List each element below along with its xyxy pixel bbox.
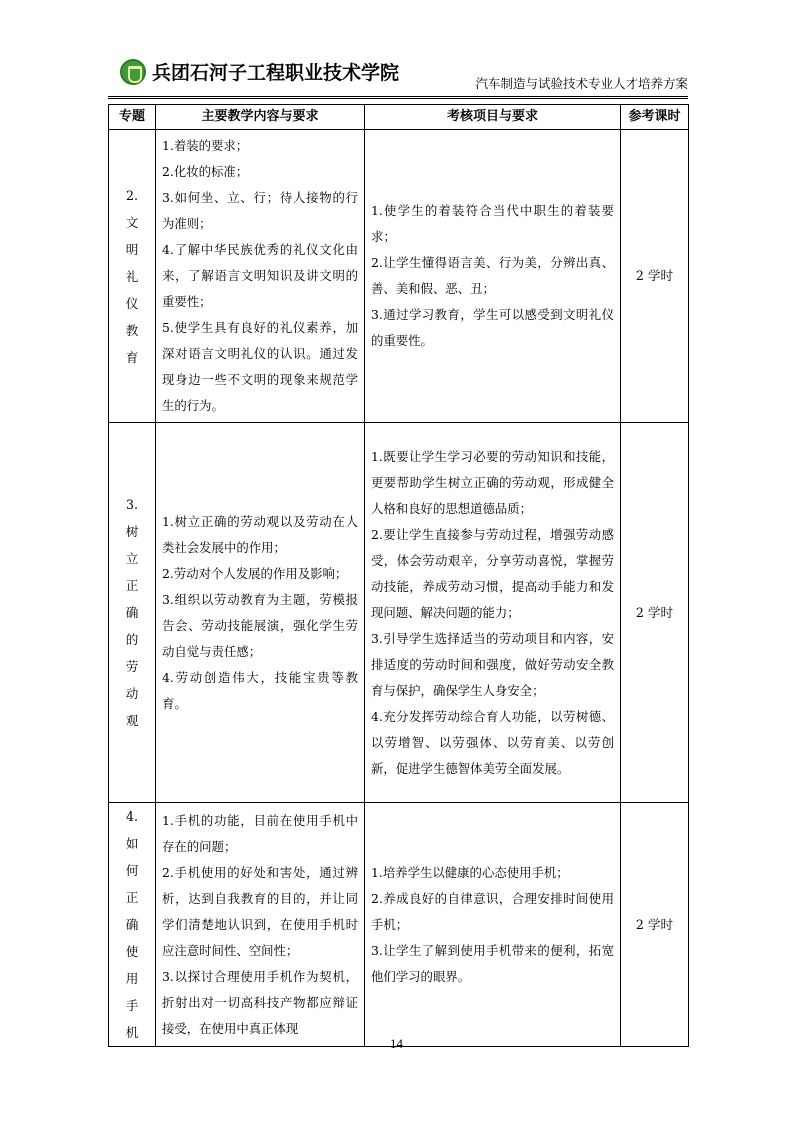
assessment-item: 2.养成良好的自律意识，合理安排时间使用手机； [371, 890, 614, 932]
assessment-cell [365, 130, 621, 423]
topic-cell: 3. 树立正确的劳动观 [109, 423, 156, 803]
teaching-content-cell [156, 423, 365, 803]
assessment-item: 2.要让学生直接参与劳动过程，增强劳动感受，体会劳动艰辛，分享劳动喜悦，掌握劳动技能，养成劳动习惯，提高动手能力和发现问题、解决问题的能力； [371, 526, 614, 620]
content-item: 1.着装的要求； [162, 138, 249, 153]
table-row [109, 803, 689, 1047]
assessment-item: 4.充分发挥劳动综合育人功能，以劳树德、以劳增智、以劳强体、以劳育美、以劳创新，促进学生德智体美劳全面发展。 [371, 708, 614, 776]
hours-cell: 2 学时 [621, 803, 689, 1047]
table-row [109, 423, 689, 803]
content-item: 1.手机的功能，目前在使用手机中存在的问题； [162, 812, 358, 854]
assessment-item: 1.既要让学生学习必要的劳动知识和技能，更要帮助学生树立正确的劳动观，形成健全人格和良好的思想道德品质； [371, 448, 614, 516]
content-item: 3.如何坐、立、行；待人接物的行为准则； [162, 190, 358, 231]
assessment-cell [365, 423, 621, 803]
document-title: 汽车制造与试验技术专业人才培养方案 [475, 76, 688, 91]
hours-cell: 2 学时 [621, 130, 689, 423]
assessment-item: 3.通过学习教育，学生可以感受到文明礼仪的重要性。 [371, 307, 614, 348]
header-rule [108, 96, 688, 97]
column-header-content: 主要教学内容与要求 [156, 105, 365, 130]
table-row [109, 130, 689, 423]
table-header-row [109, 105, 689, 130]
page-number: 14 [390, 1036, 403, 1051]
header-rule-secondary [108, 98, 688, 99]
teaching-content-cell [156, 803, 365, 1047]
content-item: 3.组织以劳动教育为主题，劳模报告会、劳动技能展演，强化学生劳动自觉与责任感； [162, 591, 358, 659]
content-item: 2.劳动对个人发展的作用及影响； [162, 565, 348, 581]
page-header [108, 52, 688, 96]
assessment-item: 3.让学生了解到使用手机带来的便利，拓宽他们学习的眼界。 [371, 942, 614, 984]
assessment-item: 1.使学生的着装符合当代中职生的着装要求； [371, 203, 614, 244]
topic-cell: 4. 如何正确使用手机 [109, 803, 156, 1047]
column-header-assessment: 考核项目与要求 [365, 105, 621, 130]
content-item: 2.手机使用的好处和害处，通过辨析，达到自我教育的目的，并让同学们清楚地认识到，在使用手机时应注意时间性、空间性； [162, 864, 358, 958]
column-header-topic: 专题 [109, 105, 156, 130]
content-item: 2.化妆的标准； [162, 164, 249, 179]
content-item: 3.以探讨合理使用手机作为契机，折射出对一切高科技产物都应辩证接受，在使用中真正体现 [162, 968, 358, 1036]
topic-cell: 2. 文明礼仪教育 [109, 130, 156, 423]
curriculum-table [108, 104, 689, 1047]
assessment-item: 2.让学生懂得语言美、行为美，分辨出真、善、美和假、恶、丑； [371, 255, 614, 296]
school-logo-icon [120, 59, 146, 85]
teaching-content-cell [156, 130, 365, 423]
content-item: 1.树立正确的劳动观以及劳动在人类社会发展中的作用； [162, 513, 358, 555]
assessment-cell [365, 803, 621, 1047]
content-item: 5.使学生具有良好的礼仪素养，加深对语言文明礼仪的认识。通过发现身边一些不文明的现象来规范学生的行为。 [162, 320, 358, 413]
content-item: 4.了解中华民族优秀的礼仪文化由来，了解语言文明知识及讲文明的重要性； [162, 242, 358, 309]
assessment-item: 3.引导学生选择适当的劳动项目和内容，安排适度的劳动时间和强度，做好劳动安全教育与保护，确保学生人身安全； [371, 630, 614, 698]
school-branding [120, 58, 399, 85]
column-header-hours: 参考课时 [621, 105, 689, 130]
school-name: 兵团石河子工程职业技术学院 [152, 62, 400, 84]
hours-cell: 2 学时 [621, 423, 689, 803]
content-item: 4.劳动创造伟大，技能宝贵等教育。 [162, 669, 358, 711]
assessment-item: 1.培养学生以健康的心态使用手机； [371, 864, 569, 880]
